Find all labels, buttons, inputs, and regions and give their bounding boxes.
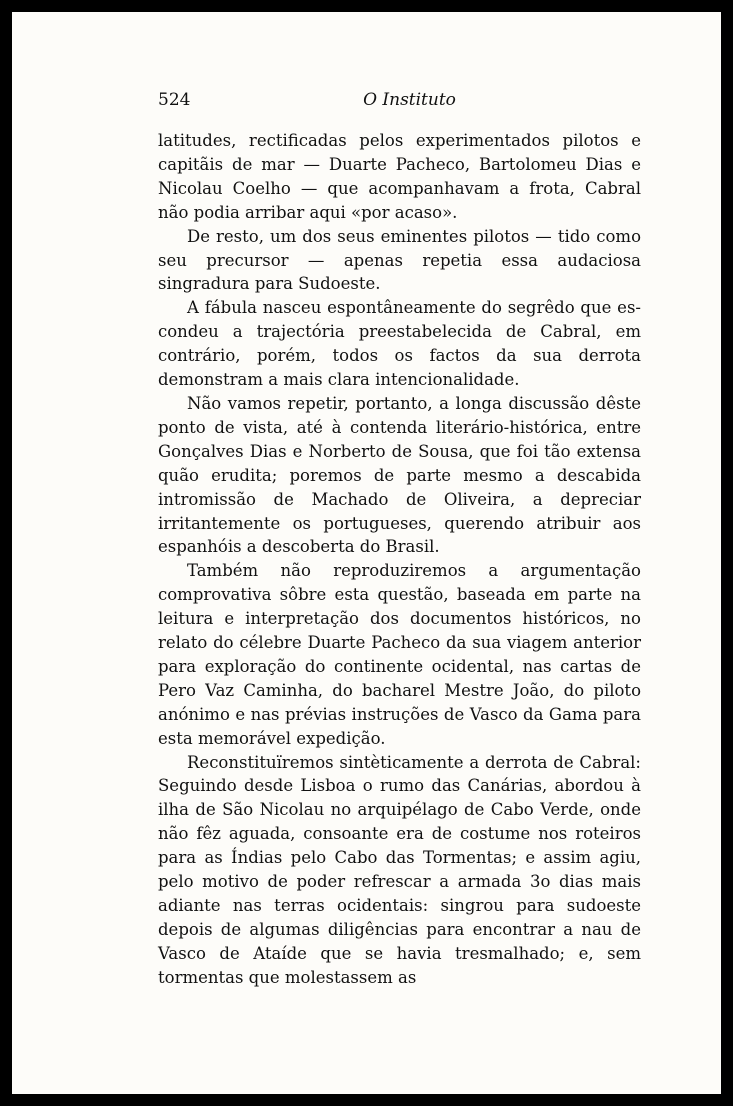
paragraph-2: De resto, um dos seus eminentes pilotos — tido como seu precursor — apenas repetia essa audaciosa singradura para Sudoeste.	[158, 226, 641, 294]
page-number: 524	[158, 90, 191, 110]
book-page	[12, 12, 721, 1094]
paragraph-5: Também não reproduziremos a argumentação comprovativa sôbre esta questão, baseada em parte na leitura e interpretação dos documentos históricos, no relato do célebre Duarte Pacheco da sua viagem anterior para exploração do continente ocidental, nas cartas de Pero Vaz Caminha, do bacharel Mestre João, do piloto anónimo e nas prévias instruções de Vasco da Gama para esta memorável expedição.	[158, 561, 641, 748]
paragraph-4: Não vamos repetir, portanto, a longa discussão dêste ponto de vista, até à contenda literário-histórica, entre Gonçalves Dias e Norberto de Sousa, que foi tão extensa quão erudita; poremos de parte mesmo a descabida intromissão de Machado de Oliveira, a depreciar irritantemente os portugueses, querendo atribuir aos espanhóis a descoberta do Brasil.	[158, 393, 641, 557]
page-header	[158, 90, 641, 110]
paragraph-3: A fábula nasceu espontâneamente do segrêdo que escondeu a trajectória preestabelecida de Cabral, em contrário, porém, todos os factos da sua derrota demonstram a mais clara intencionalidade.	[158, 298, 641, 390]
body-text	[158, 129, 641, 990]
paragraph-6: Reconstituïremos sintèticamente a derrota de Cabral: Seguindo desde Lisboa o rumo das Canárias, abordou à ilha de São Nicolau no arquipélago de Cabo Verde, onde não fêz aguada, consoante era de costume nos roteiros para as Índias pelo Cabo das Tormentas; e assim agiu, pelo motivo de poder refrescar a armada 3o dias mais adiante nas terras ocidentais: singrou para sudoeste depois de algumas diligências para encontrar a nau de Vasco de Ataíde que se havia tresmalhado; e, sem tormentas que molestassem as	[158, 752, 641, 987]
running-title: O Instituto	[363, 90, 456, 110]
paragraph-1: latitudes, rectificadas pelos experimentados pilotos e capitãis de mar — Duarte Pacheco, Bartolomeu Dias e Nicolau Coelho — que acompanhavam a frota, Cabral não podia arribar aqui «por acaso».	[158, 131, 641, 222]
